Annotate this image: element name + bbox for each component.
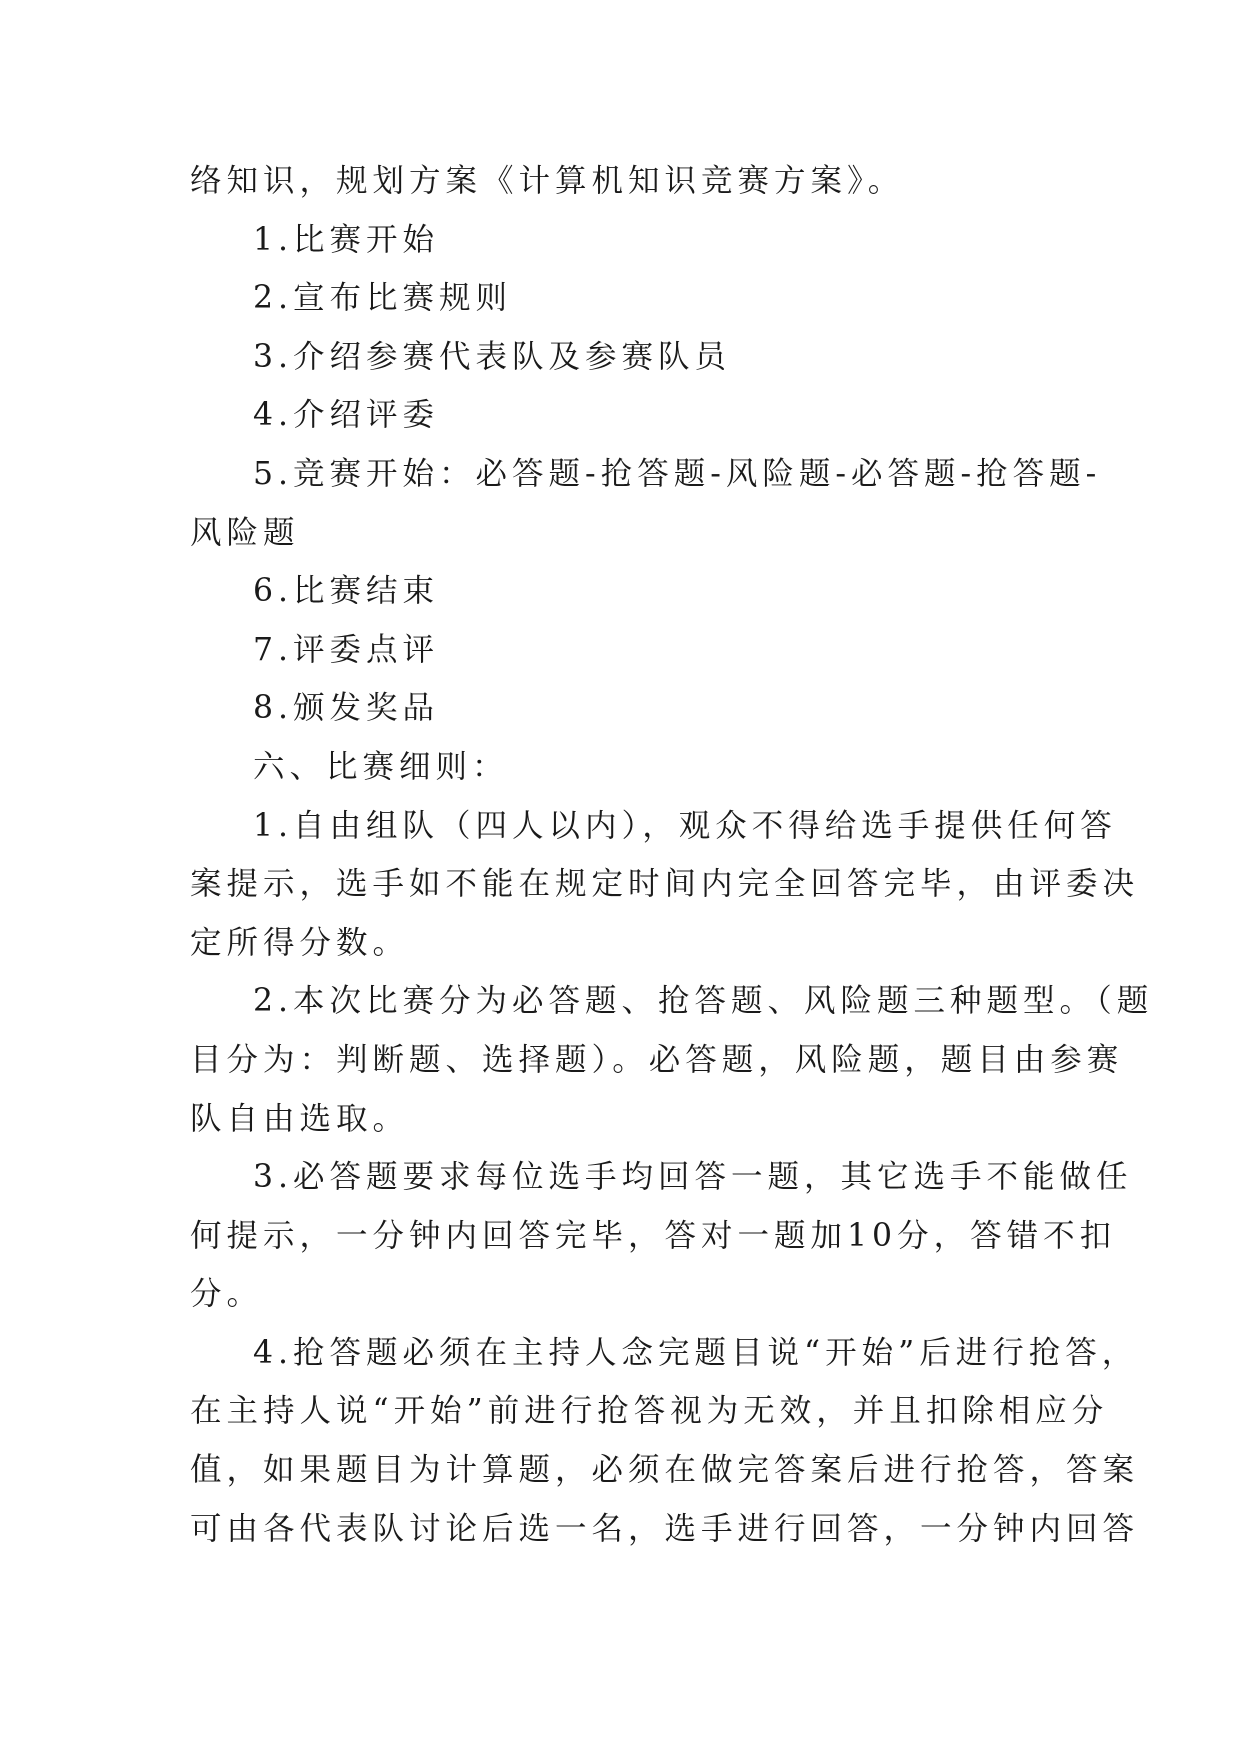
text-line: 1.比赛开始: [253, 221, 440, 258]
text-line: 5.竞赛开始：必答题-抢答题-风险题-必答题-抢答题-: [253, 455, 1102, 492]
text-line: 队自由选取。: [190, 1100, 410, 1137]
section-heading: 六、比赛细则：: [253, 748, 509, 785]
document-page: [190, 152, 1154, 1558]
text-line: 6.比赛结束: [253, 573, 440, 610]
text-line: 3.介绍参赛代表队及参赛队员: [253, 338, 732, 375]
text-line: 分。: [190, 1276, 264, 1313]
text-line: 8.颁发奖品: [253, 690, 440, 727]
text-line: 络知识，规划方案《计算机知识竞赛方案》。: [190, 163, 905, 199]
text-line: 4.抢答题必须在主持人念完题目说“开始”后进行抢答，: [253, 1334, 1139, 1371]
text-line: 在主持人说“开始”前进行抢答视为无效，并且扣除相应分: [190, 1393, 1109, 1430]
text-line: 4.介绍评委: [253, 397, 440, 434]
text-line: 风险题: [190, 514, 300, 551]
text-line: 3.必答题要求每位选手均回答一题，其它选手不能做任: [253, 1159, 1133, 1196]
text-line: 2.宣布比赛规则: [253, 280, 513, 317]
text-line: 目分为：判断题、选择题）。必答题，风险题，题目由参赛: [190, 1041, 1124, 1078]
text-line: 何提示，一分钟内回答完毕，答对一题加10分，答错不扣: [190, 1217, 1117, 1254]
text-line: 案提示，选手如不能在规定时间内完全回答完毕，由评委决: [190, 866, 1140, 903]
text-line: 1.自由组队（四人以内），观众不得给选手提供任何答: [253, 807, 1117, 844]
text-line: 值，如果题目为计算题，必须在做完答案后进行抢答，答案: [190, 1452, 1140, 1489]
text-line: 7.评委点评: [253, 631, 440, 668]
text-line: 2.本次比赛分为必答题、抢答题、风险题三种题型。（题: [253, 983, 1154, 1020]
text-line: 可由各代表队讨论后选一名，选手进行回答，一分钟内回答: [190, 1510, 1140, 1547]
text-line: 定所得分数。: [190, 924, 410, 961]
